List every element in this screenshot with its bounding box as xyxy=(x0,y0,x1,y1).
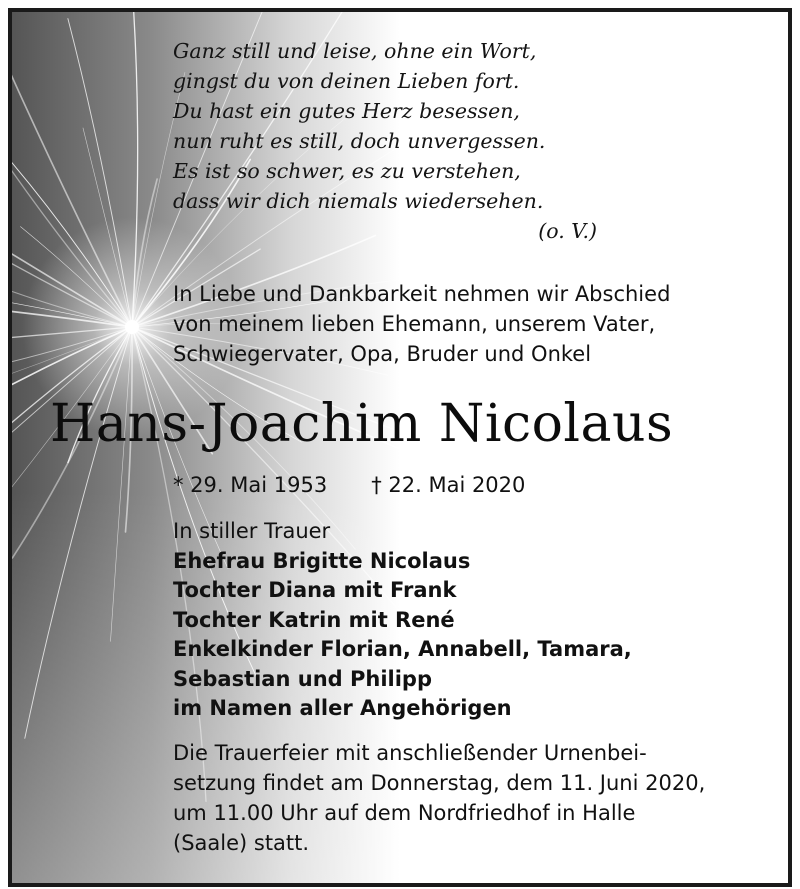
obituary-notice xyxy=(8,8,792,887)
memorial-poem xyxy=(173,36,603,246)
farewell-intro xyxy=(173,279,773,369)
death-date: † 22. Mai 2020 xyxy=(371,473,526,497)
notice-text xyxy=(12,12,788,883)
service-line: (Saale) statt. xyxy=(173,831,310,855)
intro-line: In Liebe und Dankbarkeit nehmen wir Abschied xyxy=(173,282,671,306)
poem-line: gingst du von deinen Lieben fort. xyxy=(173,69,520,93)
poem-line: dass wir dich niemals wiedersehen. xyxy=(173,189,544,213)
mourners-list xyxy=(173,517,773,724)
poem-line: nun ruht es still, doch unvergessen. xyxy=(173,129,546,153)
deceased-name: Hans-Joachim Nicolaus xyxy=(50,394,674,454)
service-line: Die Trauerfeier mit anschließender Urnenbei- xyxy=(173,741,647,765)
mourners-heading: In stiller Trauer xyxy=(173,519,331,543)
life-dates xyxy=(173,470,525,500)
poem-line: Du hast ein gutes Herz besessen, xyxy=(173,99,520,123)
poem-line: Es ist so schwer, es zu verstehen, xyxy=(173,159,521,183)
mourner-line: Sebastian und Philipp xyxy=(173,666,432,691)
mourner-line: Tochter Katrin mit René xyxy=(173,607,455,632)
service-line: setzung findet am Donnerstag, dem 11. Juni 2020, xyxy=(173,771,706,795)
service-line: um 11.00 Uhr auf dem Nordfriedhof in Halle xyxy=(173,801,636,825)
mourner-line: im Namen aller Angehörigen xyxy=(173,696,512,720)
poem-line: Ganz still und leise, ohne ein Wort, xyxy=(173,39,537,63)
funeral-service-info xyxy=(173,738,773,858)
birth-date: * 29. Mai 1953 xyxy=(173,473,328,497)
mourner-line: Ehefrau Brigitte Nicolaus xyxy=(173,548,471,573)
mourner-line: Tochter Diana mit Frank xyxy=(173,578,457,602)
mourner-line: Enkelkinder Florian, Annabell, Tamara, xyxy=(173,637,632,661)
intro-line: Schwiegervater, Opa, Bruder und Onkel xyxy=(173,342,592,366)
intro-line: von meinem lieben Ehemann, unserem Vater, xyxy=(173,312,656,336)
poem-credit: (o. V.) xyxy=(538,219,597,243)
